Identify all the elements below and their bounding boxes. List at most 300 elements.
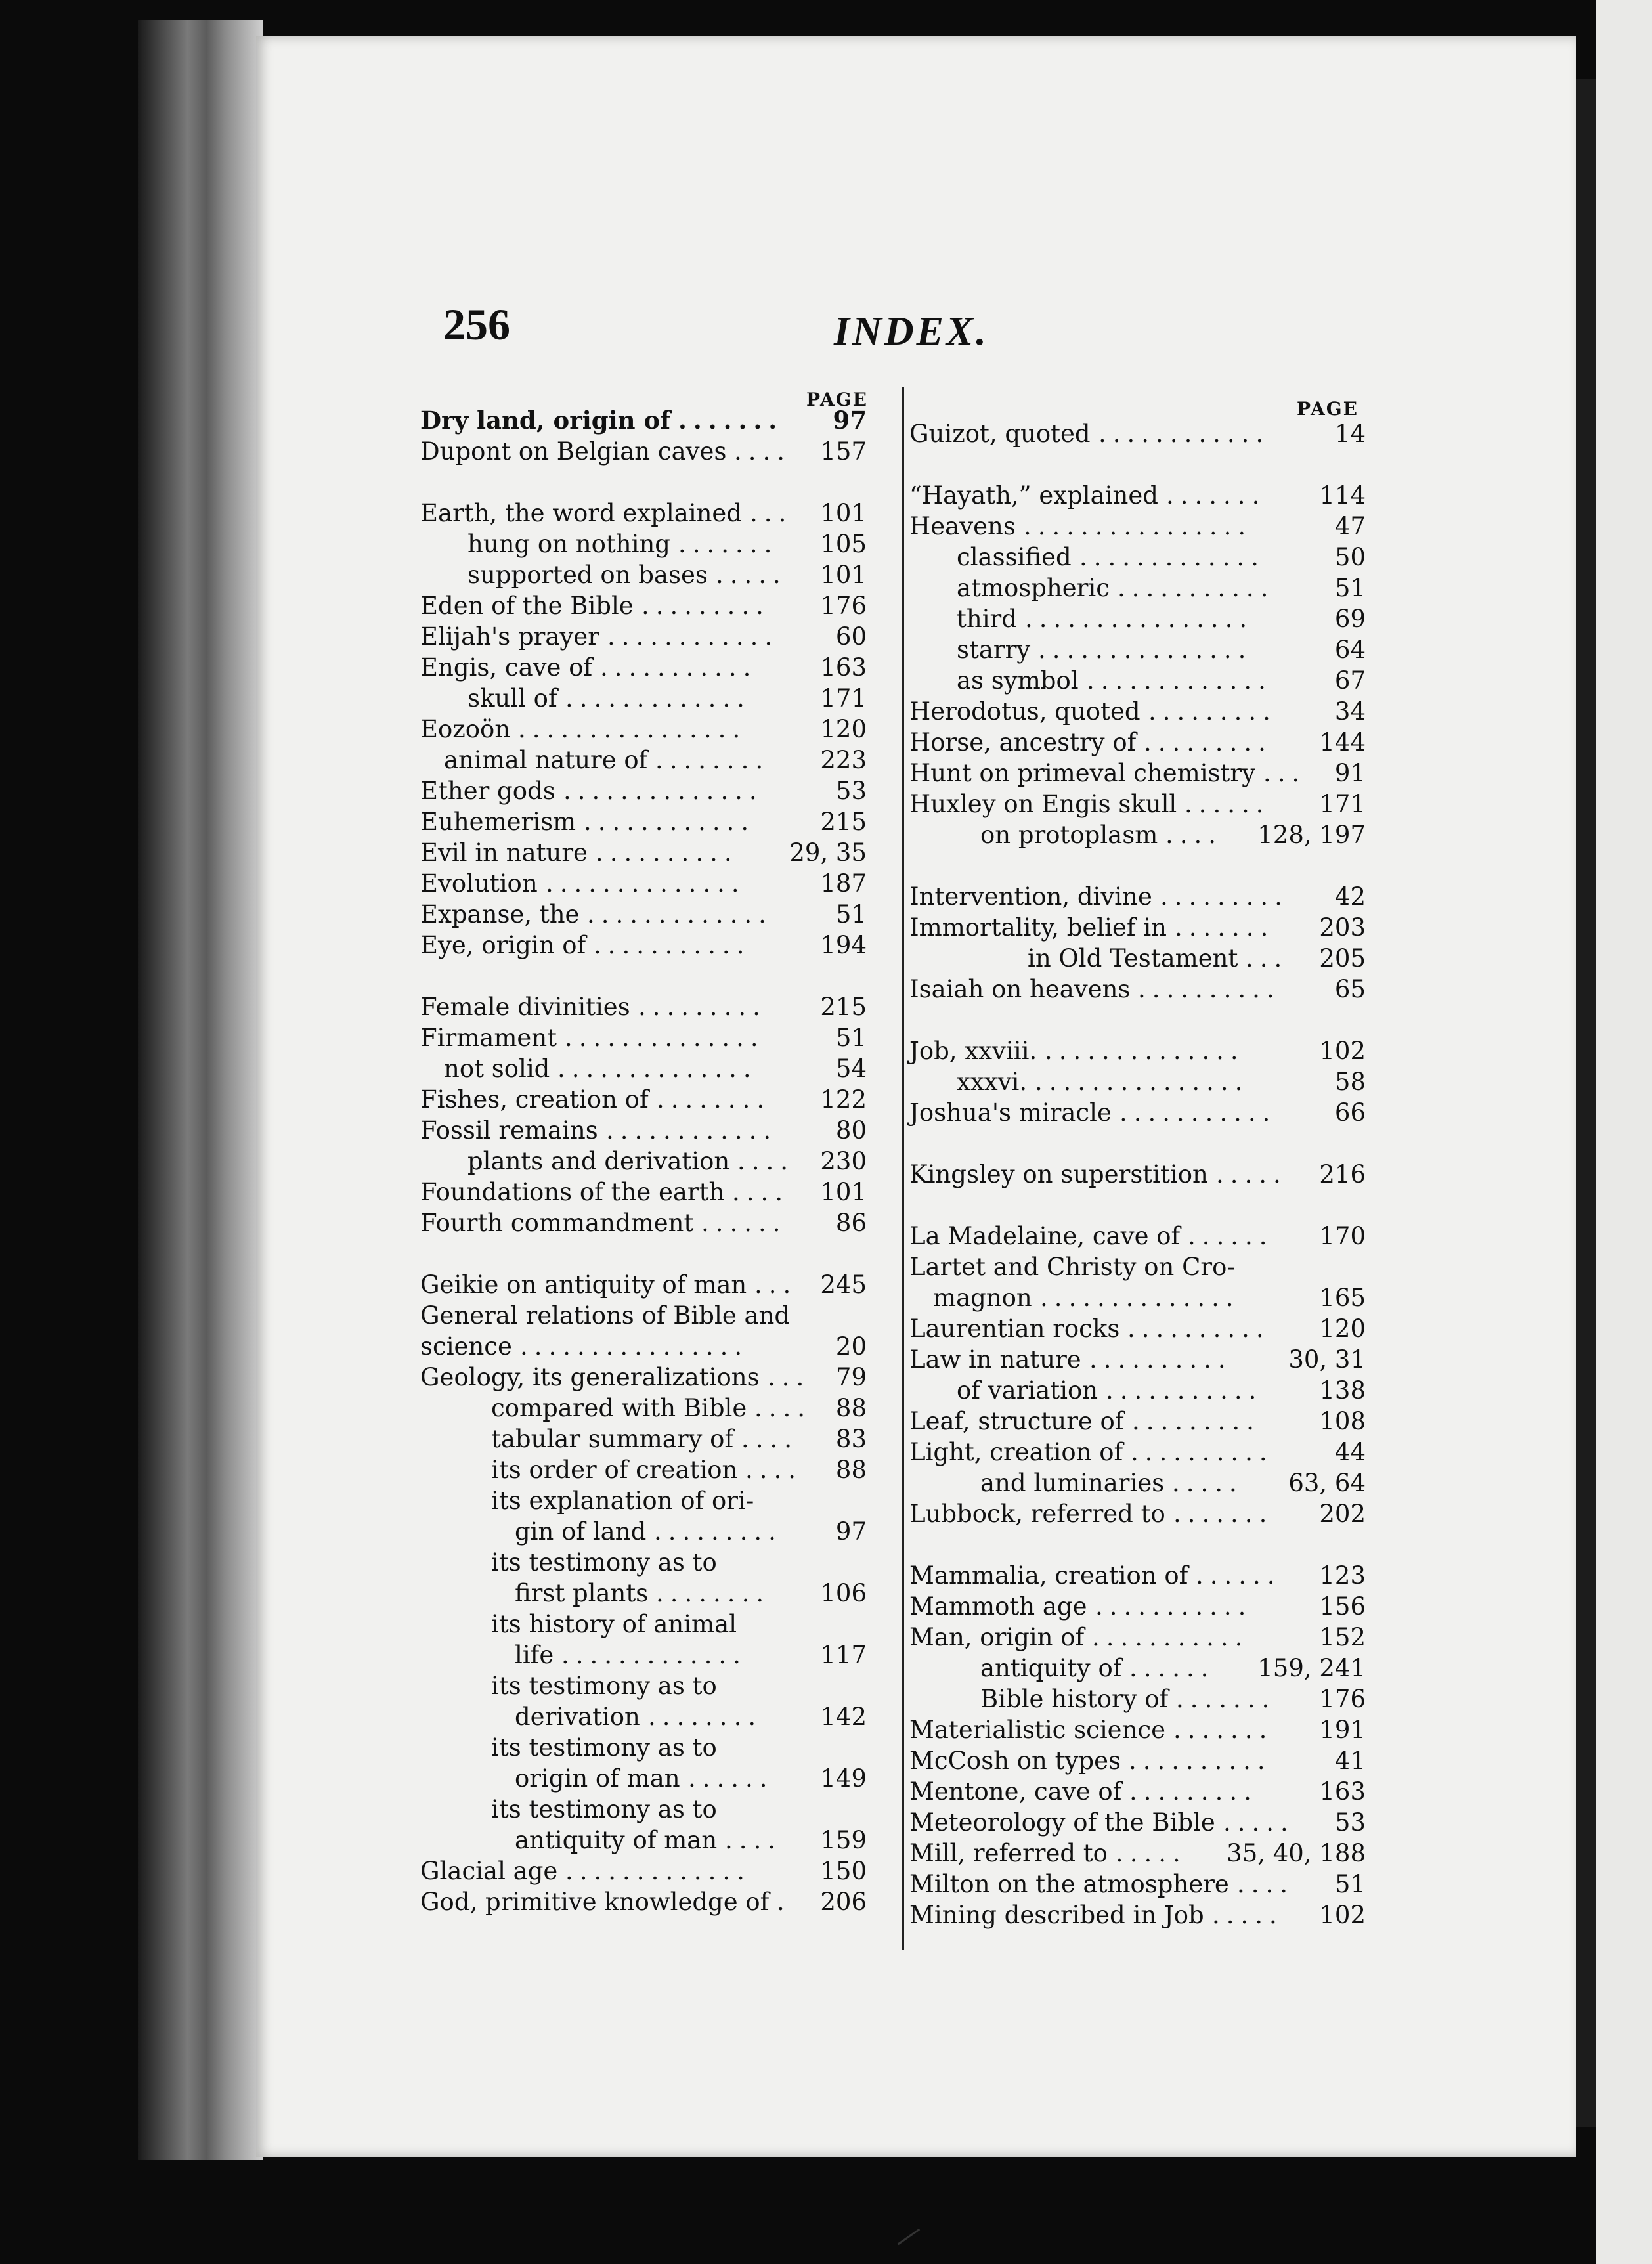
index-entry-page: 50 bbox=[1334, 543, 1366, 571]
index-entry-text: Mammalia, creation of bbox=[909, 1561, 1188, 1590]
index-entry-text: Materialistic science bbox=[909, 1716, 1166, 1744]
dot-leader: ................ bbox=[518, 715, 747, 743]
index-entry bbox=[420, 405, 867, 436]
index-entry-page: 44 bbox=[1334, 1438, 1366, 1466]
index-entry bbox=[420, 1362, 867, 1393]
index-entry bbox=[909, 1406, 1366, 1437]
index-entry bbox=[909, 727, 1366, 758]
dot-leader: ............. bbox=[587, 900, 773, 928]
index-entry bbox=[420, 868, 867, 899]
index-entry-text: antiquity of man bbox=[515, 1826, 718, 1854]
index-entry bbox=[909, 1252, 1366, 1282]
index-entry-text: origin of man bbox=[515, 1764, 680, 1793]
index-entry-page: 215 bbox=[820, 993, 867, 1021]
dot-leader: .............. bbox=[1045, 1037, 1245, 1065]
index-entry-text: Bible history of bbox=[980, 1685, 1169, 1713]
index-entry-text: its testimony as to bbox=[491, 1733, 717, 1762]
dot-leader: .... bbox=[741, 1425, 799, 1453]
index-entry-text: Isaiah on heavens bbox=[909, 975, 1131, 1003]
dot-leader: ......... bbox=[1148, 697, 1277, 726]
index-entry-page: 51 bbox=[835, 900, 867, 928]
dot-leader: .......... bbox=[1129, 1747, 1272, 1775]
index-entry-text: tabular summary of bbox=[491, 1425, 734, 1453]
dot-leader: .............. bbox=[557, 1055, 758, 1083]
index-entry-text: Foundations of the earth bbox=[420, 1178, 725, 1206]
index-entry-text: Meteorology of the Bible bbox=[909, 1808, 1215, 1837]
index-entry-text: “Hayath,” explained bbox=[909, 481, 1158, 510]
index-entry-text: classified bbox=[957, 543, 1072, 571]
index-entry-page: 144 bbox=[1319, 728, 1366, 756]
index-entry bbox=[420, 1115, 867, 1146]
dot-leader: ... bbox=[1263, 759, 1307, 787]
index-entry bbox=[909, 1869, 1366, 1900]
index-entry-page: 138 bbox=[1319, 1376, 1366, 1404]
index-entry-text: Evolution bbox=[420, 869, 538, 898]
index-entry bbox=[909, 881, 1366, 912]
dot-leader: ...... bbox=[701, 1209, 787, 1237]
index-entry bbox=[420, 806, 867, 837]
index-entry-text: Job, xxviii. bbox=[909, 1037, 1037, 1065]
index-entry bbox=[420, 621, 867, 652]
index-entry bbox=[909, 1560, 1366, 1591]
index-entry-text: Law in nature bbox=[909, 1345, 1081, 1374]
index-entry bbox=[420, 1794, 867, 1825]
dot-leader: ............. bbox=[561, 1641, 747, 1669]
index-entry-text: Light, creation of bbox=[909, 1438, 1123, 1466]
index-entry-text: its testimony as to bbox=[491, 1795, 717, 1823]
index-entry bbox=[909, 1097, 1366, 1128]
dot-leader: .............. bbox=[563, 777, 764, 805]
index-entry-text: life bbox=[515, 1641, 554, 1669]
index-entry-text: its order of creation bbox=[491, 1456, 738, 1484]
dot-leader: ... bbox=[750, 499, 793, 527]
index-entry bbox=[420, 1825, 867, 1856]
index-gap bbox=[420, 1238, 867, 1269]
dot-leader: ....... bbox=[1175, 913, 1275, 942]
index-entry-page: 88 bbox=[835, 1456, 867, 1484]
dot-leader: ........ bbox=[656, 1579, 771, 1607]
index-entry-text: Euhemerism bbox=[420, 808, 576, 836]
index-entry-page: 120 bbox=[1319, 1315, 1366, 1343]
index-entry-page: 63, 64 bbox=[1288, 1469, 1366, 1497]
index-entry-page: 34 bbox=[1334, 697, 1366, 726]
index-entry-page: 80 bbox=[835, 1116, 867, 1144]
index-entry bbox=[909, 634, 1366, 665]
index-entry-text: God, primitive knowledge of bbox=[420, 1888, 770, 1916]
index-entry-page: 187 bbox=[820, 869, 867, 898]
index-entry bbox=[420, 1454, 867, 1485]
index-entry-text: Mill, referred to bbox=[909, 1839, 1108, 1867]
dot-leader: ........... bbox=[1106, 1376, 1263, 1404]
index-gap bbox=[420, 961, 867, 991]
index-entry bbox=[909, 1498, 1366, 1529]
index-entry-page: 101 bbox=[820, 561, 867, 589]
dot-leader: ..... bbox=[1212, 1901, 1284, 1929]
index-entry-text: McCosh on types bbox=[909, 1747, 1121, 1775]
index-entry-page: 159 bbox=[820, 1826, 867, 1854]
dot-leader: .......... bbox=[1127, 1315, 1271, 1343]
index-entry bbox=[909, 1159, 1366, 1190]
dot-leader: ........... bbox=[1118, 574, 1275, 602]
index-entry bbox=[420, 498, 867, 529]
index-entry bbox=[909, 665, 1366, 696]
index-entry-text: Geikie on antiquity of man bbox=[420, 1271, 747, 1299]
index-entry bbox=[909, 1313, 1366, 1344]
index-entry bbox=[909, 573, 1366, 603]
dot-leader: .............. bbox=[565, 1024, 765, 1052]
index-entry-text: Milton on the atmosphere bbox=[909, 1870, 1229, 1898]
index-entry-page: 97 bbox=[833, 406, 867, 435]
index-entry bbox=[909, 1745, 1366, 1776]
index-entry-page: 123 bbox=[1319, 1561, 1366, 1590]
index-entry-text: Laurentian rocks bbox=[909, 1315, 1120, 1343]
dot-leader: .... bbox=[1165, 821, 1223, 849]
index-entry-text: its history of animal bbox=[491, 1610, 737, 1638]
index-entry-page: 203 bbox=[1319, 913, 1366, 942]
index-entry-page: 117 bbox=[820, 1641, 867, 1669]
index-entry-page: 35, 40, 188 bbox=[1227, 1839, 1366, 1867]
index-entry-text: antiquity of bbox=[980, 1654, 1122, 1682]
index-entry bbox=[909, 603, 1366, 634]
index-column-right bbox=[909, 418, 1366, 1930]
index-entry bbox=[909, 1344, 1366, 1375]
index-entry-text: animal nature of bbox=[444, 746, 648, 774]
index-entry-text: Guizot, quoted bbox=[909, 420, 1091, 448]
index-entry bbox=[420, 1424, 867, 1454]
index-entry-text: Fourth commandment bbox=[420, 1209, 694, 1237]
index-entry-page: 216 bbox=[1319, 1160, 1366, 1188]
dot-leader: ... bbox=[768, 1363, 811, 1391]
index-entry-text: Man, origin of bbox=[909, 1623, 1085, 1651]
index-entry-page: 51 bbox=[835, 1024, 867, 1052]
index-entry-text: La Madelaine, cave of bbox=[909, 1222, 1181, 1250]
index-entry-page: 230 bbox=[820, 1147, 867, 1175]
index-entry-text: and luminaries bbox=[980, 1469, 1165, 1497]
dot-leader: ...... bbox=[1129, 1654, 1215, 1682]
index-entry-page: 105 bbox=[820, 530, 867, 558]
index-entry-page: 67 bbox=[1334, 666, 1366, 695]
index-entry bbox=[420, 745, 867, 775]
index-entry bbox=[420, 1701, 867, 1732]
index-entry bbox=[909, 819, 1366, 850]
index-entry-text: as symbol bbox=[957, 666, 1079, 695]
index-entry-text: its testimony as to bbox=[491, 1672, 717, 1700]
dot-leader: .... bbox=[737, 1147, 795, 1175]
dot-leader: ............ bbox=[584, 808, 756, 836]
index-entry-text: Kingsley on superstition bbox=[909, 1160, 1208, 1188]
index-entry bbox=[420, 1609, 867, 1640]
dot-leader: .... bbox=[725, 1826, 783, 1854]
index-entry-text: Joshua's miracle bbox=[909, 1099, 1112, 1127]
index-gap bbox=[909, 1005, 1366, 1035]
index-entry-text: Firmament bbox=[420, 1024, 557, 1052]
dot-leader: ...... bbox=[1196, 1561, 1282, 1590]
dot-leader: .... bbox=[734, 437, 792, 466]
index-entry bbox=[420, 1208, 867, 1238]
index-entry-page: 101 bbox=[820, 499, 867, 527]
index-entry-text: science bbox=[420, 1332, 512, 1361]
index-gap bbox=[909, 1128, 1366, 1159]
index-entry-text: Earth, the word explained bbox=[420, 499, 742, 527]
index-entry-page: 42 bbox=[1334, 882, 1366, 911]
dot-leader: ........ bbox=[657, 1085, 772, 1114]
index-entry-page: 206 bbox=[820, 1888, 867, 1916]
index-entry-page: 122 bbox=[820, 1085, 867, 1114]
index-entry-page: 108 bbox=[1319, 1407, 1366, 1435]
index-entry bbox=[420, 1856, 867, 1886]
index-entry-page: 163 bbox=[1319, 1777, 1366, 1806]
index-entry-page: 51 bbox=[1334, 1870, 1366, 1898]
index-entry bbox=[909, 1468, 1366, 1498]
dot-leader: ................ bbox=[1024, 512, 1253, 540]
index-entry-text: Hunt on primeval chemistry bbox=[909, 759, 1255, 787]
dot-leader: ........... bbox=[594, 931, 751, 959]
index-entry-page: 170 bbox=[1319, 1222, 1366, 1250]
dot-leader: .............. bbox=[1040, 1284, 1240, 1312]
index-entry-text: hung on nothing bbox=[467, 530, 670, 558]
index-entry bbox=[909, 1776, 1366, 1807]
index-entry-text: Dry land, origin of bbox=[420, 406, 671, 435]
index-entry-text: gin of land bbox=[515, 1517, 647, 1546]
index-entry-text: Fossil remains bbox=[420, 1116, 598, 1144]
dot-leader: ....... bbox=[678, 530, 779, 558]
dot-leader: ..... bbox=[1223, 1808, 1295, 1837]
dot-leader: ......... bbox=[638, 993, 767, 1021]
index-entry bbox=[420, 1146, 867, 1177]
index-entry bbox=[909, 943, 1366, 974]
index-entry-text: Horse, ancestry of bbox=[909, 728, 1137, 756]
dot-leader: ....... bbox=[678, 406, 784, 435]
index-entry-page: 128, 197 bbox=[1257, 821, 1366, 849]
index-entry-text: third bbox=[957, 605, 1017, 633]
index-entry-page: 102 bbox=[1319, 1037, 1366, 1065]
dot-leader: ............. bbox=[565, 684, 751, 712]
index-entry-page: 120 bbox=[820, 715, 867, 743]
index-entry-text: first plants bbox=[515, 1579, 649, 1607]
dot-leader: ............... bbox=[1038, 636, 1253, 664]
index-entry-page: 159, 241 bbox=[1257, 1654, 1366, 1682]
index-entry-page: 47 bbox=[1334, 512, 1366, 540]
index-entry-text: Mining described in Job bbox=[909, 1901, 1204, 1929]
dot-leader: ........ bbox=[655, 746, 770, 774]
index-entry-text: Herodotus, quoted bbox=[909, 697, 1141, 726]
index-entry-text: xxxvi. bbox=[957, 1068, 1028, 1096]
dot-leader: ... bbox=[754, 1271, 798, 1299]
index-entry bbox=[420, 1547, 867, 1578]
index-entry bbox=[909, 511, 1366, 542]
index-entry-page: 176 bbox=[1319, 1685, 1366, 1713]
index-entry bbox=[420, 775, 867, 806]
dot-leader: .... bbox=[1237, 1870, 1295, 1898]
index-entry-page: 66 bbox=[1334, 1099, 1366, 1127]
index-gap bbox=[420, 467, 867, 498]
index-entry-text: on protoplasm bbox=[980, 821, 1158, 849]
index-entry bbox=[420, 714, 867, 745]
dot-leader: .......... bbox=[1131, 1438, 1274, 1466]
dot-leader: .......... bbox=[596, 838, 739, 867]
index-entry bbox=[909, 1375, 1366, 1406]
index-entry-page: 150 bbox=[820, 1857, 867, 1885]
index-entry-page: 29, 35 bbox=[789, 838, 867, 867]
index-entry-page: 205 bbox=[1319, 944, 1366, 972]
dot-leader: ................ bbox=[520, 1332, 749, 1361]
index-entry-text: Fishes, creation of bbox=[420, 1085, 649, 1114]
dot-leader: ..... bbox=[1172, 1469, 1244, 1497]
index-entry bbox=[420, 1640, 867, 1670]
index-entry bbox=[420, 930, 867, 961]
dot-leader: .......... bbox=[1138, 975, 1281, 1003]
dot-leader: ............. bbox=[565, 1857, 751, 1885]
index-entry-page: 114 bbox=[1319, 481, 1366, 510]
index-entry-text: its explanation of ori- bbox=[491, 1487, 754, 1515]
index-entry bbox=[909, 418, 1366, 449]
column-divider bbox=[902, 387, 904, 1950]
dot-leader: ........... bbox=[1119, 1099, 1277, 1127]
dot-leader: ............... bbox=[1035, 1068, 1250, 1096]
index-entry-text: Leaf, structure of bbox=[909, 1407, 1124, 1435]
index-gap bbox=[909, 1529, 1366, 1560]
dot-leader: ............ bbox=[607, 622, 779, 651]
index-entry-page: 149 bbox=[820, 1764, 867, 1793]
index-entry bbox=[420, 1485, 867, 1516]
index-entry-text: Eden of the Bible bbox=[420, 592, 634, 620]
index-entry-text: Heavens bbox=[909, 512, 1016, 540]
dot-leader: . bbox=[777, 1888, 791, 1916]
dot-leader: ..... bbox=[1116, 1839, 1187, 1867]
index-entry-page: 64 bbox=[1334, 636, 1366, 664]
index-entry-text: in Old Testament bbox=[1028, 944, 1238, 972]
right-margin-strip bbox=[1596, 0, 1652, 2264]
index-entry-text: General relations of Bible and bbox=[420, 1301, 791, 1330]
index-entry-text: Ether gods bbox=[420, 777, 555, 805]
index-entry-page: 163 bbox=[820, 653, 867, 682]
index-entry bbox=[909, 1221, 1366, 1252]
index-entry bbox=[909, 758, 1366, 789]
index-entry bbox=[909, 480, 1366, 511]
dot-leader: ....... bbox=[1176, 1685, 1276, 1713]
index-entry-page: 97 bbox=[835, 1517, 867, 1546]
index-entry-text: Dupont on Belgian caves bbox=[420, 437, 727, 466]
index-entry bbox=[909, 542, 1366, 573]
index-entry-page: 194 bbox=[820, 931, 867, 959]
index-entry-page: 20 bbox=[835, 1332, 867, 1361]
index-entry bbox=[909, 912, 1366, 943]
index-entry bbox=[909, 1714, 1366, 1745]
index-entry-text: Engis, cave of bbox=[420, 653, 593, 682]
dot-leader: .... bbox=[732, 1178, 790, 1206]
index-entry-text: magnon bbox=[933, 1284, 1032, 1312]
index-entry bbox=[420, 1084, 867, 1115]
dot-leader: ......... bbox=[641, 592, 770, 620]
index-entry-text: Huxley on Engis skull bbox=[909, 790, 1177, 818]
index-entry-text: plants and derivation bbox=[467, 1147, 730, 1175]
dot-leader: ..... bbox=[1216, 1160, 1288, 1188]
index-entry bbox=[909, 1838, 1366, 1869]
index-entry-text: of variation bbox=[957, 1376, 1098, 1404]
index-entry-page: 171 bbox=[1319, 790, 1366, 818]
dot-leader: .......... bbox=[1089, 1345, 1232, 1374]
index-entry-page: 51 bbox=[1334, 574, 1366, 602]
dot-leader: ...... bbox=[1185, 790, 1271, 818]
index-entry-page: 171 bbox=[820, 684, 867, 712]
index-entry-page: 65 bbox=[1334, 975, 1366, 1003]
index-gap bbox=[909, 1190, 1366, 1221]
index-entry-page: 88 bbox=[835, 1394, 867, 1422]
dot-leader: ......... bbox=[1160, 882, 1289, 911]
index-entry bbox=[909, 1282, 1366, 1313]
index-entry-text: Eye, origin of bbox=[420, 931, 586, 959]
index-entry-page: 53 bbox=[835, 777, 867, 805]
index-entry bbox=[909, 1437, 1366, 1468]
index-entry-page: 30, 31 bbox=[1288, 1345, 1366, 1374]
index-entry bbox=[420, 652, 867, 683]
index-entry bbox=[909, 1684, 1366, 1714]
index-entry bbox=[909, 1807, 1366, 1838]
index-entry-page: 106 bbox=[820, 1579, 867, 1607]
index-entry bbox=[420, 1886, 867, 1917]
index-entry-text: not solid bbox=[444, 1055, 550, 1083]
dot-leader: ........... bbox=[1092, 1623, 1250, 1651]
index-entry-page: 58 bbox=[1334, 1068, 1366, 1096]
dot-leader: ....... bbox=[1173, 1500, 1274, 1528]
index-entry-text: Mentone, cave of bbox=[909, 1777, 1122, 1806]
index-entry-page: 69 bbox=[1334, 605, 1366, 633]
index-entry-text: compared with Bible bbox=[491, 1394, 747, 1422]
page-title: INDEX. bbox=[834, 309, 989, 354]
index-entry-page: 165 bbox=[1319, 1284, 1366, 1312]
index-entry-page: 156 bbox=[1319, 1592, 1366, 1621]
index-entry-page: 157 bbox=[820, 437, 867, 466]
index-entry-text: Lartet and Christy on Cro- bbox=[909, 1253, 1235, 1281]
index-entry-page: 102 bbox=[1319, 1901, 1366, 1929]
index-entry bbox=[420, 1763, 867, 1794]
index-entry bbox=[909, 1066, 1366, 1097]
index-entry-text: Immortality, belief in bbox=[909, 913, 1167, 942]
index-entry-text: Elijah's prayer bbox=[420, 622, 599, 651]
dot-leader: ... bbox=[1246, 944, 1289, 972]
dot-leader: ................ bbox=[1025, 605, 1254, 633]
index-column-left bbox=[420, 405, 867, 1917]
dot-leader: ...... bbox=[688, 1764, 774, 1793]
index-entry bbox=[420, 1670, 867, 1701]
dot-leader: ........ bbox=[648, 1703, 763, 1731]
dot-leader: .............. bbox=[546, 869, 746, 898]
index-entry bbox=[420, 529, 867, 559]
index-entry bbox=[420, 683, 867, 714]
index-entry bbox=[420, 1393, 867, 1424]
index-entry-page: 41 bbox=[1334, 1747, 1366, 1775]
index-entry bbox=[420, 1578, 867, 1609]
index-entry-page: 14 bbox=[1334, 420, 1366, 448]
page-number: 256 bbox=[443, 299, 510, 349]
index-entry-page: 245 bbox=[820, 1271, 867, 1299]
page-column-label-right: PAGE bbox=[1297, 398, 1359, 420]
index-entry-page: 223 bbox=[820, 746, 867, 774]
index-entry-page: 215 bbox=[820, 808, 867, 836]
index-gap bbox=[909, 850, 1366, 881]
index-entry bbox=[420, 1022, 867, 1053]
dot-leader: ......... bbox=[1132, 1407, 1261, 1435]
index-entry-text: Female divinities bbox=[420, 993, 630, 1021]
index-entry bbox=[909, 1035, 1366, 1066]
index-entry bbox=[420, 899, 867, 930]
index-entry-page: 191 bbox=[1319, 1716, 1366, 1744]
index-entry-text: derivation bbox=[515, 1703, 640, 1731]
index-entry bbox=[420, 1300, 867, 1331]
index-entry-text: Mammoth age bbox=[909, 1592, 1087, 1621]
index-entry-page: 152 bbox=[1319, 1623, 1366, 1651]
index-entry bbox=[420, 1269, 867, 1300]
